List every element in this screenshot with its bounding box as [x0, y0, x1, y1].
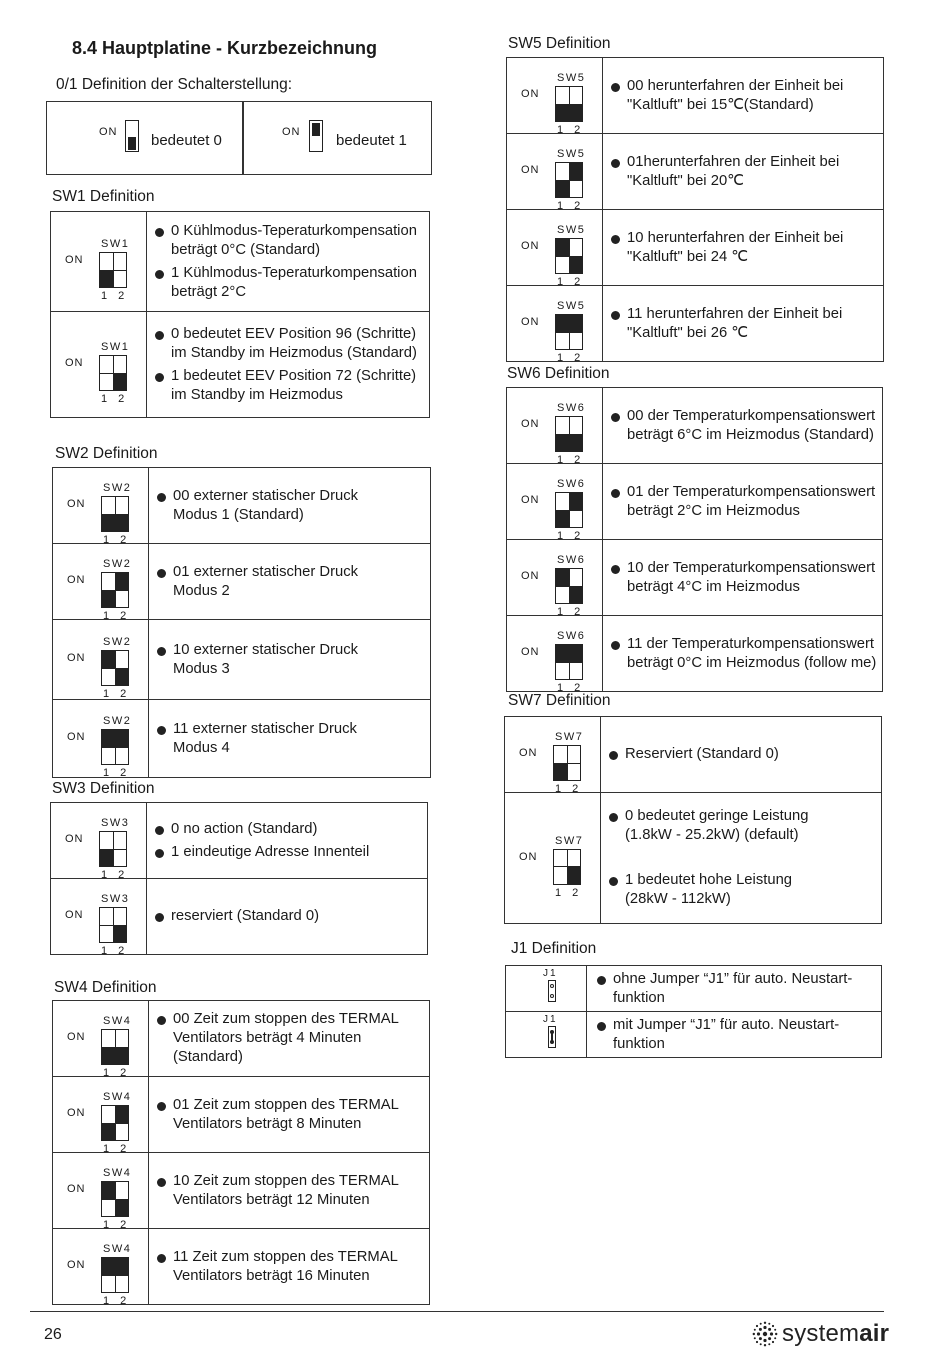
- switch-label: SW6: [557, 478, 586, 490]
- item-text: 10 Zeit zum stoppen des TERMAL Ventilators beträgt 12 Minuten: [173, 1172, 399, 1208]
- switch-label: SW6: [557, 630, 586, 642]
- on-label: ON: [521, 646, 540, 658]
- sw1-row: [51, 312, 430, 418]
- sw6-description-cell: [603, 616, 883, 692]
- list-item: [157, 485, 430, 527]
- list-item: [157, 1246, 429, 1288]
- jumper-label: J1: [543, 968, 558, 979]
- sw2-description-cell: [149, 468, 431, 544]
- switch-numbers: 1 2: [101, 393, 129, 405]
- sw2-switch-cell: [53, 620, 149, 700]
- sw6-switch-cell: [507, 616, 603, 692]
- switch-label: SW3: [101, 893, 130, 905]
- switch-label: SW2: [103, 482, 132, 494]
- switch-label: SW3: [101, 817, 130, 829]
- dip-switch-icon: [521, 58, 591, 136]
- switch-numbers: 1 2: [103, 534, 131, 546]
- dip-switch-icon: [519, 821, 589, 899]
- dip-switch-icon: [67, 622, 137, 700]
- sw5-switch-cell: [507, 286, 603, 362]
- sw1-description-cell: [147, 212, 430, 312]
- switch-label: SW6: [557, 402, 586, 414]
- switch-label: SW2: [103, 558, 132, 570]
- sw6-row: [507, 540, 883, 616]
- switch-numbers: 1 2: [103, 767, 131, 779]
- sw3-row: [51, 803, 428, 879]
- switch-definition-panel: [46, 101, 432, 175]
- switch-label: SW2: [103, 636, 132, 648]
- sw6-switch-cell: [507, 464, 603, 540]
- sw4-caption: SW4 Definition: [54, 979, 157, 996]
- dip-switch-icon: [65, 327, 135, 405]
- bullet-icon: [611, 565, 620, 574]
- sw6-description-cell: [603, 464, 883, 540]
- bullet-icon: [609, 813, 618, 822]
- item-text: 10 herunterfahren der Einheit bei "Kaltluft" bei 24 ℃: [627, 229, 844, 265]
- sw1-switch-cell: [51, 312, 147, 418]
- sw7-row: [505, 717, 882, 793]
- switch-label: SW2: [103, 715, 132, 727]
- switch-numbers: 1 2: [101, 869, 129, 881]
- switch-label: SW1: [101, 341, 130, 353]
- sw3-description-cell: [147, 879, 428, 955]
- item-text: 00 externer statischer Druck Modus 1 (Standard): [173, 487, 359, 523]
- on-label: ON: [521, 494, 540, 506]
- switch-numbers: 1 2: [555, 886, 583, 899]
- list-item: [155, 818, 427, 841]
- switch-off-icon: [125, 120, 139, 152]
- bullet-icon: [155, 270, 164, 279]
- on-label: ON: [67, 1183, 86, 1195]
- on-label: ON: [67, 731, 86, 743]
- panel-divider: [242, 102, 244, 174]
- item-text: 1 bedeutet EEV Position 72 (Schritte) im Standby im Heizmodus: [171, 367, 417, 403]
- sw7-caption: SW7 Definition: [508, 692, 611, 709]
- item-text: 00 Zeit zum stoppen des TERMAL Ventilators beträgt 4 Minuten (Standard): [173, 1011, 399, 1065]
- switch-label: SW7: [555, 731, 584, 743]
- sw4-switch-cell: [53, 1077, 149, 1153]
- sw7-table: [504, 716, 882, 924]
- on-label: ON: [65, 833, 84, 845]
- j1-row: [506, 966, 882, 1012]
- j1-table: [505, 965, 882, 1058]
- bullet-icon: [155, 373, 164, 382]
- item-text: 00 herunterfahren der Einheit bei "Kaltluft" bei 15℃(Standard): [627, 77, 844, 113]
- page-number: 26: [44, 1326, 62, 1343]
- on-label: ON: [519, 747, 538, 759]
- switch-numbers: 1 2: [101, 945, 129, 957]
- sw4-description-cell: [149, 1229, 430, 1305]
- dip-switch-icon: [65, 803, 135, 881]
- item-text: reserviert (Standard 0): [171, 908, 320, 924]
- on-label: ON: [521, 164, 540, 176]
- dip-switch-icon: [519, 717, 589, 795]
- list-item: [155, 365, 429, 407]
- list-item: [611, 151, 883, 193]
- sw7-description-cell: [601, 793, 882, 924]
- dip-switch-icon: [67, 701, 137, 779]
- list-item: [611, 303, 883, 345]
- sw2-description-cell: [149, 620, 431, 700]
- sw5-switch-cell: [507, 134, 603, 210]
- switch-label: SW5: [557, 148, 586, 160]
- list-item: [611, 633, 882, 675]
- sw4-description-cell: [149, 1153, 430, 1229]
- dip-switch-icon: [521, 134, 591, 212]
- zero-meaning: bedeutet 0: [151, 132, 222, 149]
- list-item: [611, 75, 883, 117]
- on-label: ON: [65, 254, 84, 266]
- sw2-row: [53, 620, 431, 700]
- sw6-row: [507, 464, 883, 540]
- switch-label: SW4: [103, 1091, 132, 1103]
- list-item: [157, 718, 430, 760]
- item-text: 0 no action (Standard): [171, 820, 318, 837]
- sw3-description-cell: [147, 803, 428, 879]
- item-text: Reserviert (Standard 0): [625, 746, 779, 762]
- sw1-row: [51, 212, 430, 312]
- bullet-icon: [611, 235, 620, 244]
- sw6-row: [507, 616, 883, 692]
- sw5-description-cell: [603, 134, 884, 210]
- switch-numbers: 1 2: [557, 200, 585, 212]
- switch-numbers: 1 2: [101, 290, 129, 302]
- item-text: 0 bedeutet geringe Leistung (1.8kW - 25.2kW) (default): [625, 808, 809, 843]
- item-text: 1 eindeutige Adresse Innenteil: [171, 843, 370, 860]
- dip-switch-icon: [521, 616, 591, 694]
- sw7-description-cell: [601, 717, 882, 793]
- list-item: [155, 905, 427, 928]
- bullet-icon: [611, 83, 620, 92]
- sw7-switch-cell: [505, 793, 601, 924]
- sw5-description-cell: [603, 286, 884, 362]
- sw2-description-cell: [149, 700, 431, 778]
- item-text: 01 der Temperaturkompensationswert beträgt 2°C im Heizmodus: [627, 483, 876, 519]
- sw5-row: [507, 286, 884, 362]
- list-item: [155, 262, 429, 304]
- bullet-icon: [157, 647, 166, 656]
- sw2-row: [53, 544, 431, 620]
- on-label: ON: [521, 240, 540, 252]
- sw4-table: [52, 1000, 430, 1305]
- dip-switch-icon: [67, 1229, 137, 1307]
- sw4-row: [53, 1001, 430, 1077]
- list-item: [609, 805, 881, 847]
- item-text: 10 externer statischer Druck Modus 3: [173, 641, 359, 677]
- list-item: [611, 481, 882, 523]
- bullet-icon: [157, 726, 166, 735]
- sw4-row: [53, 1077, 430, 1153]
- switch-label: SW5: [557, 72, 586, 84]
- dip-switch-icon: [67, 544, 137, 622]
- switch-numbers: 1 2: [557, 276, 585, 288]
- switch-numbers: 1 2: [103, 610, 131, 622]
- dip-switch-icon: [67, 1153, 137, 1231]
- sw5-row: [507, 134, 884, 210]
- page-title: 8.4 Hauptplatine - Kurzbezeichnung: [72, 38, 378, 58]
- sw7-switch-cell: [505, 717, 601, 793]
- switch-numbers: 1 2: [557, 124, 585, 136]
- list-item: [157, 1170, 429, 1212]
- on-label: ON: [521, 316, 540, 328]
- bullet-icon: [609, 751, 618, 760]
- bullet-icon: [157, 493, 166, 502]
- j1-row: [506, 1012, 882, 1058]
- on-label: ON: [67, 498, 86, 510]
- on-label: ON: [65, 357, 84, 369]
- switch-label: SW5: [557, 224, 586, 236]
- bullet-icon: [611, 413, 620, 422]
- sw5-table: [506, 57, 884, 362]
- sw2-table: [52, 467, 431, 778]
- jumper-label: J1: [543, 1014, 558, 1025]
- switch-label: SW7: [555, 834, 584, 847]
- dip-switch-icon: [65, 879, 135, 957]
- sw5-caption: SW5 Definition: [508, 35, 611, 52]
- item-text: 0 bedeutet EEV Position 96 (Schritte) im Standby im Heizmodus (Standard): [171, 325, 417, 361]
- item-text: 01 externer statischer Druck Modus 2: [173, 563, 359, 599]
- sw4-row: [53, 1229, 430, 1305]
- sw2-row: [53, 468, 431, 544]
- j1-switch-cell: [506, 1012, 587, 1058]
- bullet-icon: [155, 826, 164, 835]
- list-item: [155, 323, 429, 365]
- dip-switch-icon: [521, 464, 591, 542]
- bullet-icon: [157, 1254, 166, 1263]
- bullet-icon: [611, 641, 620, 650]
- switch-numbers: 1 2: [103, 1219, 131, 1231]
- sw2-switch-cell: [53, 700, 149, 778]
- item-text: 1 Kühlmodus-Teperaturkompensation beträgt 2°C: [171, 264, 417, 300]
- sw6-row: [507, 388, 883, 464]
- list-item: [611, 557, 882, 599]
- j1-caption: J1 Definition: [511, 940, 597, 957]
- on-label: ON: [67, 652, 86, 664]
- switch-numbers: 1 2: [557, 682, 585, 694]
- sw3-row: [51, 879, 428, 955]
- sw4-switch-cell: [53, 1229, 149, 1305]
- list-item: [609, 743, 881, 766]
- logo-word-system: system: [782, 1320, 860, 1347]
- sw6-table: [506, 387, 883, 692]
- bullet-icon: [597, 1022, 606, 1031]
- on-label: ON: [65, 909, 84, 921]
- switch-numbers: 1 2: [557, 606, 585, 618]
- dip-switch-icon: [67, 1077, 137, 1155]
- bullet-icon: [611, 489, 620, 498]
- on-label: ON: [67, 1031, 86, 1043]
- j1-description-cell: [587, 1012, 882, 1058]
- list-item: [157, 1094, 429, 1136]
- sw4-switch-cell: [53, 1153, 149, 1229]
- item-text: 0 Kühlmodus-Teperaturkompensation beträgt 0°C (Standard): [171, 222, 417, 258]
- item-text: 01 Zeit zum stoppen des TERMAL Ventilators beträgt 8 Minuten: [173, 1096, 399, 1132]
- j1-switch-cell: [506, 966, 587, 1012]
- bullet-icon: [155, 331, 164, 340]
- list-item: [611, 227, 883, 269]
- switch-numbers: 1 2: [555, 783, 583, 795]
- bullet-icon: [609, 877, 618, 886]
- item-text: 00 der Temperaturkompensationswert beträgt 6°C im Heizmodus (Standard): [627, 407, 876, 443]
- sw6-caption: SW6 Definition: [507, 365, 610, 382]
- list-item: [157, 639, 430, 681]
- dip-switch-icon: [65, 224, 135, 302]
- switch-label: SW1: [101, 238, 130, 250]
- sw3-switch-cell: [51, 879, 147, 955]
- item-text: ohne Jumper “J1” für auto. Neustart- funktion: [613, 970, 853, 1006]
- jumper-open-icon: [536, 966, 596, 1006]
- bullet-icon: [155, 228, 164, 237]
- dip-switch-icon: [67, 468, 137, 546]
- switch-numbers: 1 2: [557, 352, 585, 364]
- sw4-description-cell: [149, 1077, 430, 1153]
- switch-on-icon: [309, 120, 323, 152]
- item-text: 11 Zeit zum stoppen des TERMAL Ventilators beträgt 16 Minuten: [173, 1248, 398, 1284]
- sw6-switch-cell: [507, 388, 603, 464]
- item-text: 10 der Temperaturkompensationswert beträgt 4°C im Heizmodus: [627, 559, 876, 595]
- sw2-row: [53, 700, 431, 778]
- sw7-row: [505, 793, 882, 924]
- bullet-icon: [157, 1016, 166, 1025]
- list-item: [157, 561, 430, 603]
- on-label: ON: [519, 850, 538, 863]
- list-item: [155, 220, 429, 262]
- dip-switch-icon: [521, 210, 591, 288]
- sw2-switch-cell: [53, 468, 149, 544]
- switch-label: SW4: [103, 1243, 132, 1255]
- bullet-icon: [611, 159, 620, 168]
- on-label: ON: [67, 1107, 86, 1119]
- item-text: mit Jumper “J1” für auto. Neustart- funktion: [613, 1016, 840, 1052]
- bullet-icon: [155, 849, 164, 858]
- switch-label: SW4: [103, 1015, 132, 1027]
- sw5-row: [507, 210, 884, 286]
- sw3-table: [50, 802, 428, 955]
- item-text: 01herunterfahren der Einheit bei "Kaltluft" bei 20℃: [627, 153, 840, 189]
- bullet-icon: [155, 913, 164, 922]
- sw3-caption: SW3 Definition: [52, 780, 155, 797]
- switch-numbers: 1 2: [103, 1143, 131, 1155]
- sw3-switch-cell: [51, 803, 147, 879]
- switch-label: SW4: [103, 1167, 132, 1179]
- footer-rule: [30, 1311, 884, 1312]
- sw5-description-cell: [603, 210, 884, 286]
- sw1-caption: SW1 Definition: [52, 188, 155, 205]
- switch-numbers: 1 2: [557, 454, 585, 466]
- sw6-switch-cell: [507, 540, 603, 616]
- bullet-icon: [611, 311, 620, 320]
- sw5-description-cell: [603, 58, 884, 134]
- item-text: 11 herunterfahren der Einheit bei "Kaltluft" bei 26 ℃: [627, 305, 843, 341]
- sw5-switch-cell: [507, 58, 603, 134]
- list-item: [609, 869, 881, 911]
- switch-label: SW6: [557, 554, 586, 566]
- on-label: ON: [67, 574, 86, 586]
- list-item: [155, 841, 427, 864]
- item-text: 1 bedeutet hohe Leistung (28kW - 112kW): [625, 872, 793, 907]
- dip-switch-icon: [67, 1001, 137, 1079]
- dip-switch-icon: [521, 540, 591, 618]
- on-label: ON: [521, 418, 540, 430]
- bullet-icon: [157, 1102, 166, 1111]
- sw6-description-cell: [603, 540, 883, 616]
- switch-numbers: 1 2: [103, 1067, 131, 1079]
- sw1-table: [50, 211, 430, 418]
- item-text: 11 externer statischer Druck Modus 4: [173, 720, 357, 756]
- bullet-icon: [597, 976, 606, 985]
- switch-numbers: 1 2: [103, 688, 131, 700]
- sw4-switch-cell: [53, 1001, 149, 1077]
- sw6-description-cell: [603, 388, 883, 464]
- on-label: ON: [67, 1259, 86, 1271]
- sw1-switch-cell: [51, 212, 147, 312]
- systemair-logo: [752, 1320, 889, 1348]
- list-item: [597, 1014, 881, 1056]
- sw2-description-cell: [149, 544, 431, 620]
- sw4-row: [53, 1153, 430, 1229]
- switch-definition-caption: 0/1 Definition der Schalterstellung:: [56, 76, 293, 93]
- on-label: ON: [521, 88, 540, 100]
- switch-label: SW5: [557, 300, 586, 312]
- bullet-icon: [157, 1178, 166, 1187]
- jumper-closed-icon: [536, 1012, 596, 1052]
- sw2-caption: SW2 Definition: [55, 445, 158, 462]
- list-item: [611, 405, 882, 447]
- systemair-dot-logo-icon: [752, 1321, 778, 1347]
- one-meaning: bedeutet 1: [336, 132, 407, 149]
- on-label: ON: [282, 126, 301, 138]
- list-item: [597, 968, 881, 1010]
- sw5-switch-cell: [507, 210, 603, 286]
- sw5-row: [507, 58, 884, 134]
- list-item: [157, 1008, 429, 1069]
- j1-description-cell: [587, 966, 882, 1012]
- switch-numbers: 1 2: [103, 1295, 131, 1307]
- switch-numbers: 1 2: [557, 530, 585, 542]
- dip-switch-icon: [521, 286, 591, 364]
- logo-word-air: air: [859, 1320, 890, 1347]
- bullet-icon: [157, 569, 166, 578]
- item-text: 11 der Temperaturkompensationswert beträgt 0°C im Heizmodus (follow me): [627, 635, 877, 671]
- sw2-switch-cell: [53, 544, 149, 620]
- on-label: ON: [521, 570, 540, 582]
- sw1-description-cell: [147, 312, 430, 418]
- dip-switch-icon: [521, 388, 591, 466]
- sw4-description-cell: [149, 1001, 430, 1077]
- on-label: ON: [99, 126, 118, 138]
